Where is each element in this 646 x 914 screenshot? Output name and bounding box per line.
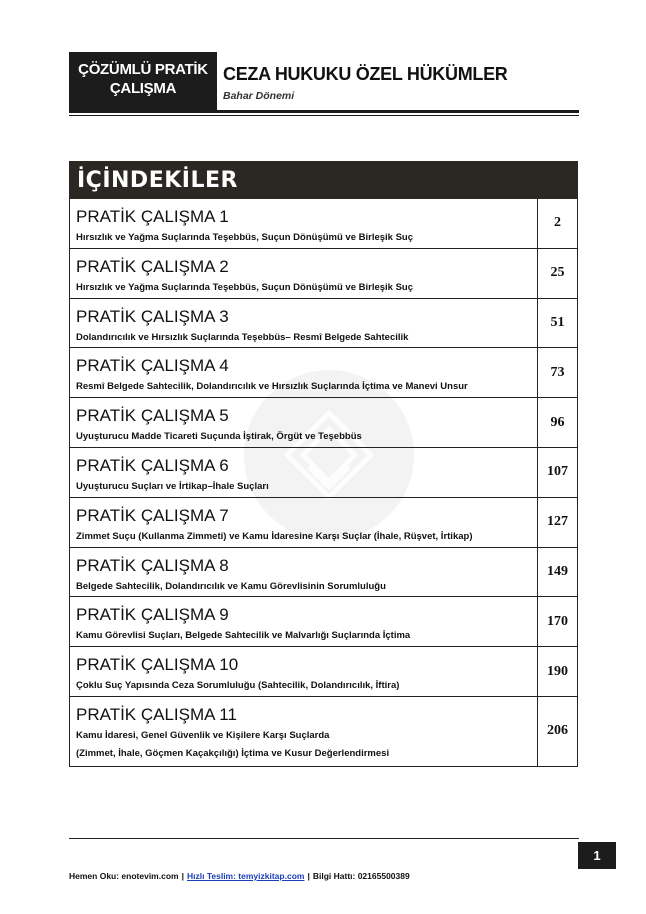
- toc-row-subtitle: Dolandırıcılık ve Hırsızlık Suçlarında Teşebbüs– Resmî Belgede Sahtecilik: [76, 331, 409, 343]
- brand-box: [69, 52, 217, 110]
- toc-row[interactable]: [69, 548, 578, 598]
- toc-row[interactable]: [69, 448, 578, 498]
- toc-row-subtitle: Zimmet Suçu (Kullanma Zimmeti) ve Kamu İdaresine Karşı Suçlar (İhale, Rüşvet, İrtikap): [76, 530, 473, 542]
- page-footer: [69, 871, 410, 881]
- toc-row-page: 127: [537, 498, 577, 547]
- toc-row[interactable]: [69, 597, 578, 647]
- toc-row[interactable]: [69, 299, 578, 349]
- toc-row[interactable]: [69, 199, 578, 249]
- brand-line-2: ÇALIŞMA: [109, 80, 177, 97]
- toc-row-title: PRATİK ÇALIŞMA 3: [76, 306, 229, 326]
- table-of-contents: [69, 161, 578, 767]
- footer-read-label: Hemen Oku: enotevim.com: [69, 871, 179, 881]
- toc-row-subtitle: Resmî Belgede Sahtecilik, Dolandırıcılık ve Hırsızlık Suçlarında İçtima ve Manevi Unsur: [76, 381, 468, 393]
- toc-row-title: PRATİK ÇALIŞMA 9: [76, 605, 229, 625]
- toc-heading: İÇİNDEKİLER: [69, 161, 578, 199]
- footer-separator: |: [307, 871, 310, 881]
- toc-row-page: 170: [537, 597, 577, 646]
- document-subtitle: Bahar Dönemi: [223, 90, 295, 102]
- toc-row-page: 25: [537, 249, 577, 298]
- toc-row-subtitle: Belgede Sahtecilik, Dolandırıcılık ve Kamu Görevlisinin Sorumluluğu: [76, 580, 386, 592]
- brand-line-1: ÇÖZÜMLÜ PRATİK: [78, 61, 208, 78]
- toc-row-title: PRATİK ÇALIŞMA 5: [76, 406, 229, 426]
- toc-row[interactable]: [69, 498, 578, 548]
- toc-row-subtitle-continued: (Zimmet, İhale, Göçmen Kaçakçılığı) İçtima ve Kusur Değerlendirmesi: [76, 747, 390, 759]
- toc-row-page: 107: [537, 448, 577, 497]
- toc-row-subtitle: Uyuşturucu Suçları ve İrtikap–İhale Suçları: [76, 480, 269, 492]
- toc-row-subtitle: Uyuşturucu Madde Ticareti Suçunda İştirak, Örgüt ve Teşebbüs: [76, 431, 362, 443]
- toc-row[interactable]: [69, 249, 578, 299]
- header-divider-thin: [69, 115, 579, 116]
- toc-row-page: 2: [537, 199, 577, 248]
- footer-separator: |: [181, 871, 184, 881]
- toc-row-subtitle: Hırsızlık ve Yağma Suçlarında Teşebbüs, Suçun Dönüşümü ve Birleşik Suç: [76, 281, 414, 293]
- toc-row-title: PRATİK ÇALIŞMA 1: [76, 207, 229, 226]
- footer-divider: [69, 838, 579, 839]
- toc-row-page: 149: [537, 548, 577, 597]
- toc-row[interactable]: [69, 348, 578, 398]
- document-title: CEZA HUKUKU ÖZEL HÜKÜMLER: [223, 64, 508, 84]
- toc-row-title: PRATİK ÇALIŞMA 7: [76, 505, 229, 525]
- toc-row-page: 51: [537, 299, 577, 348]
- toc-row-title: PRATİK ÇALIŞMA 8: [76, 555, 229, 575]
- toc-row[interactable]: [69, 647, 578, 697]
- toc-row-page: 96: [537, 398, 577, 447]
- page-number: 1: [578, 842, 616, 869]
- toc-row-title: PRATİK ÇALIŞMA 11: [76, 704, 237, 724]
- header-divider: [69, 110, 579, 113]
- toc-row[interactable]: [69, 398, 578, 448]
- footer-delivery-link[interactable]: Hızlı Teslim: temyizkitap.com: [186, 871, 305, 881]
- toc-row-title: PRATİK ÇALIŞMA 10: [76, 655, 239, 675]
- toc-row-title: PRATİK ÇALIŞMA 2: [76, 256, 229, 276]
- toc-row-title: PRATİK ÇALIŞMA 4: [76, 356, 229, 376]
- toc-row-subtitle: Kamu İdaresi, Genel Güvenlik ve Kişilere Karşı Suçlarda: [76, 729, 330, 741]
- toc-row-page: 73: [537, 348, 577, 397]
- page-header: [69, 52, 579, 118]
- toc-row-subtitle: Kamu Görevlisi Suçları, Belgede Sahtecilik ve Malvarlığı Suçlarında İçtima: [76, 630, 411, 642]
- toc-row-subtitle: Hırsızlık ve Yağma Suçlarında Teşebbüs, Suçun Dönüşümü ve Birleşik Suç: [76, 232, 414, 243]
- toc-row-page: 190: [537, 647, 577, 696]
- toc-row[interactable]: [69, 697, 578, 767]
- toc-row-title: PRATİK ÇALIŞMA 6: [76, 455, 229, 475]
- toc-row-subtitle: Çoklu Suç Yapısında Ceza Sorumluluğu (Sahtecilik, Dolandırıcılık, İftira): [76, 680, 400, 692]
- toc-row-page: 206: [537, 697, 577, 766]
- footer-hotline: Bilgi Hattı: 02165500389: [312, 871, 410, 881]
